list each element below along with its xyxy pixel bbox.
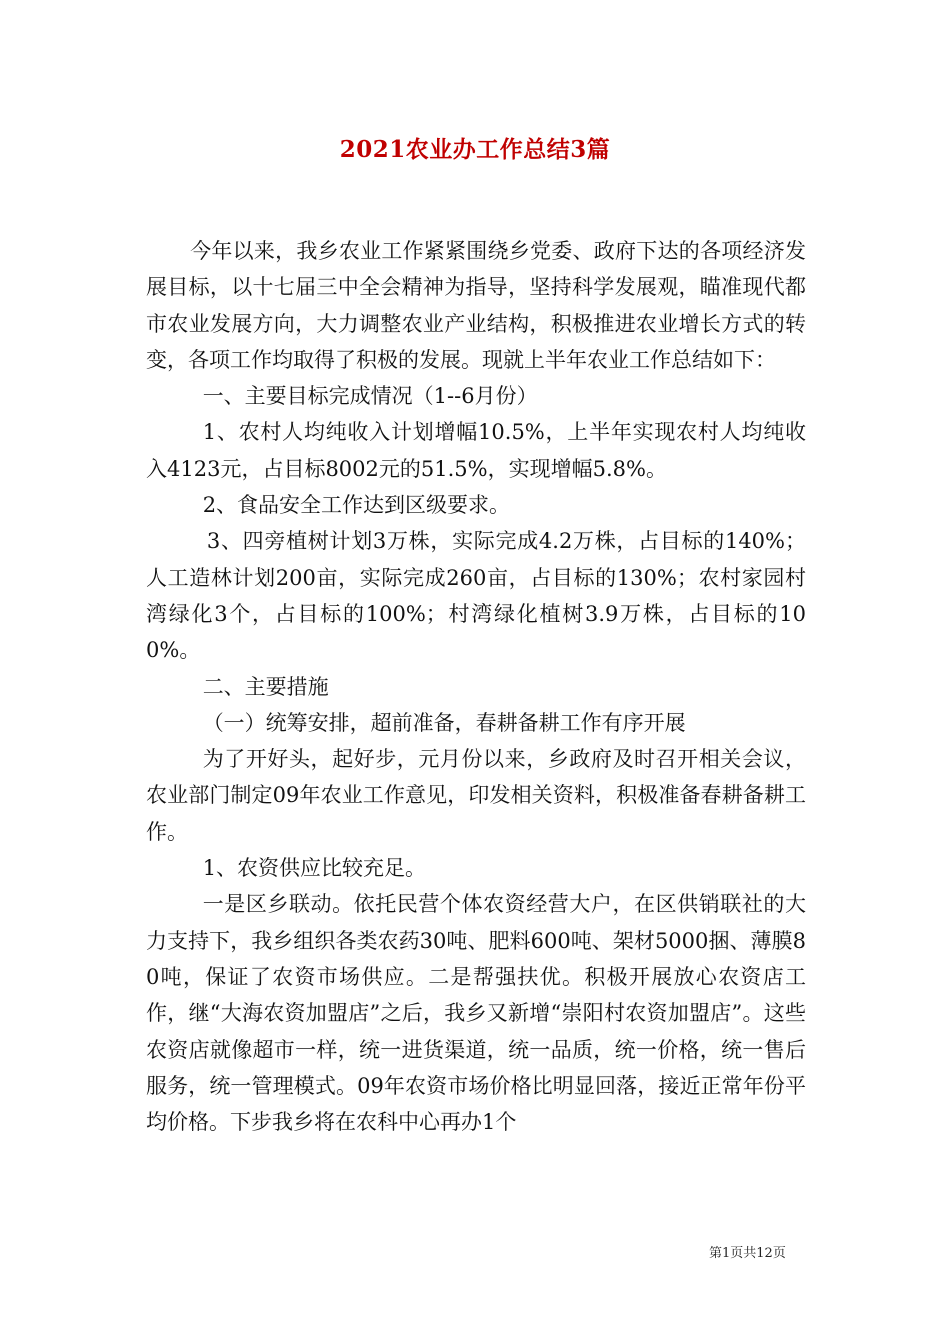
paragraph-spring-farming: 为了开好头，起好步，元月份以来，乡政府及时召开相关会议，农业部门制定09年农业工作意见，印发相关资料，积极准备春耕备耕工作。 xyxy=(146,747,806,844)
heading-main-measures: 二、主要措施 xyxy=(202,674,329,699)
document-title: 2021农业办工作总结3篇 xyxy=(339,136,611,163)
paragraph-supplies: 一是区乡联动。依托民营个体农资经营大户，在区供销联社的大力支持下，我乡组织各类农药30吨、肥料600吨、架材5000捆、薄膜80吨，保证了农资市场供应。二是帮强扶优。积极开展放心农资店工作，继“大海农资加盟店”之后，我乡又新增“崇阳村农资加盟店”。这些农资店就像超市一样，统一进货渠道，统一品质，统一价格，统一售后服务，统一管理模式。09年农资市场价格比明显回落，接近正常年份平均价格。下步我乡将在农科中心再办1个 xyxy=(146,892,806,1135)
paragraph-goal-3: 3、四旁植树计划3万株，实际完成4.2万株，占目标的140%；人工造林计划200亩，实际完成260亩，占目标的130%；农村家园村湾绿化3个，占目标的100%；村湾绿化植树3.9万株，占目标的100%。 xyxy=(146,529,806,663)
subheading-supplies: 1、农资供应比较充足。 xyxy=(202,856,427,881)
heading-main-goals: 一、主要目标完成情况（1--6月份） xyxy=(202,384,538,409)
page-number-footer: 第1页共12页 xyxy=(709,1246,786,1261)
paragraph-goal-1: 1、农村人均纯收入计划增幅10.5%，上半年实现农村人均纯收入4123元，占目标8002元的51.5%，实现增幅5.8%。 xyxy=(146,420,806,481)
subheading-spring-farming: （一）统筹安排，超前准备，春耕备耕工作有序开展 xyxy=(202,710,686,735)
document-body xyxy=(146,233,806,1140)
paragraph-goal-2: 2、食品安全工作达到区级要求。 xyxy=(202,493,511,518)
paragraph-intro: 今年以来，我乡农业工作紧紧围绕乡党委、政府下达的各项经济发展目标，以十七届三中全会精神为指导，坚持科学发展观，瞄准现代都市农业发展方向，大力调整农业产业结构，积极推进农业增长方式的转变，各项工作均取得了积极的发展。现就上半年农业工作总结如下： xyxy=(146,239,806,372)
